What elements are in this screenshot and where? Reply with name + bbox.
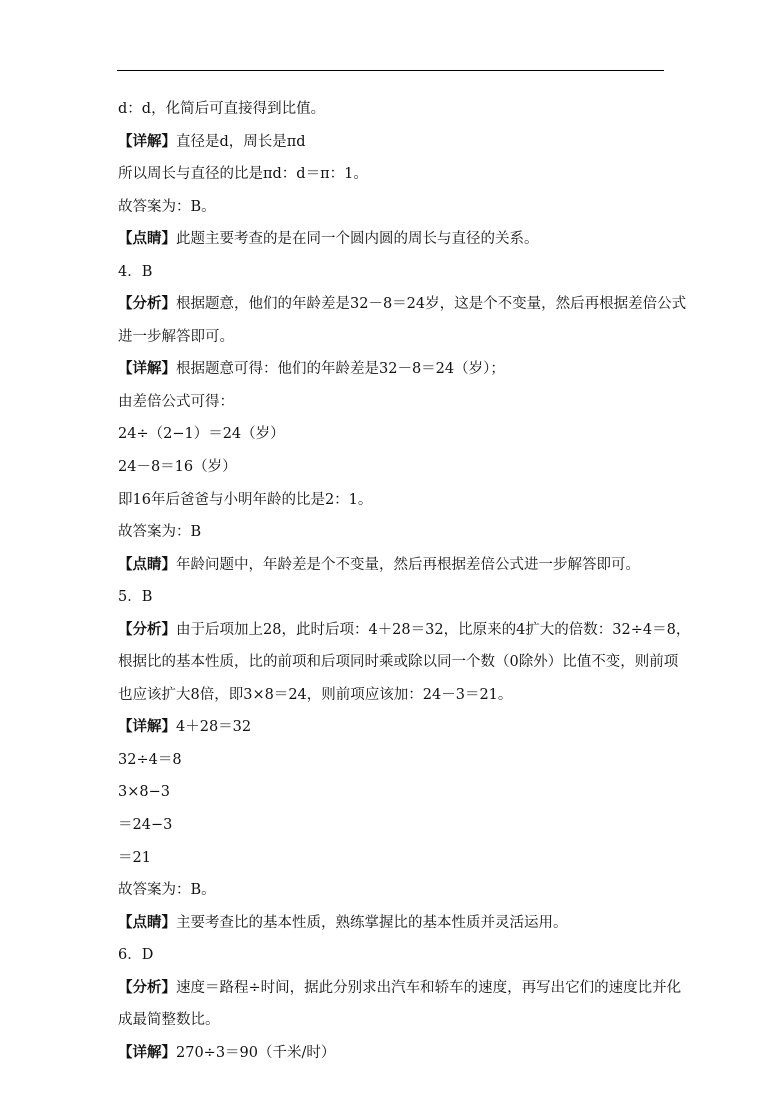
text-line bbox=[118, 423, 670, 456]
line-text: 4＋28＝32 bbox=[176, 719, 252, 736]
line-text: 主要考查比的基本性质，熟练掌握比的基本性质并灵活运用。 bbox=[176, 914, 568, 931]
section-tag: 【详解】 bbox=[118, 719, 176, 736]
text-line bbox=[118, 391, 670, 424]
text-line bbox=[118, 1042, 670, 1075]
line-text: ＝24−3 bbox=[118, 817, 173, 834]
text-line bbox=[118, 131, 670, 164]
line-text: d：d，化简后可直接得到比值。 bbox=[118, 101, 326, 117]
text-line bbox=[118, 879, 670, 912]
text-line bbox=[118, 912, 670, 945]
text-line bbox=[118, 489, 670, 522]
line-text: 也应该扩大8倍，即3×8＝24，则前项应该加：24－3＝21。 bbox=[118, 686, 513, 703]
line-text: ＝21 bbox=[118, 849, 151, 866]
section-tag: 【点睛】 bbox=[118, 914, 176, 931]
header-rule bbox=[117, 70, 664, 71]
line-text: 此题主要考查的是在同一个圆内圆的周长与直径的关系。 bbox=[176, 231, 539, 248]
text-line bbox=[118, 847, 670, 880]
line-text: 故答案为：B bbox=[118, 524, 202, 541]
text-line bbox=[118, 586, 670, 619]
text-line bbox=[118, 163, 670, 196]
text-line bbox=[118, 651, 679, 684]
text-line bbox=[118, 814, 670, 847]
line-text: 根据比的基本性质，比的前项和后项同时乘或除以同一个数（0除外）比值不变，则前项 bbox=[118, 654, 679, 671]
text-line bbox=[118, 521, 670, 554]
line-text: 5．B bbox=[118, 589, 153, 606]
line-text: 速度＝路程÷时间，据此分别求出汽车和轿车的速度，再写出它们的速度比并化 bbox=[176, 979, 682, 996]
text-line bbox=[118, 293, 687, 326]
line-text: 由差倍公式可得： bbox=[118, 393, 234, 410]
text-line bbox=[118, 749, 670, 782]
line-text: 故答案为：B。 bbox=[118, 882, 216, 899]
line-text: 4．B bbox=[118, 263, 153, 280]
line-text: 进一步解答即可。 bbox=[118, 328, 234, 345]
line-text: 年龄问题中，年龄差是个不变量，然后再根据差倍公式进一步解答即可。 bbox=[176, 556, 640, 573]
text-line bbox=[118, 326, 670, 359]
section-tag: 【详解】 bbox=[118, 1044, 176, 1061]
text-line bbox=[118, 358, 670, 391]
line-text: 根据题意，他们的年龄差是32－8＝24岁，这是个不变量，然后再根据差倍公式 bbox=[176, 296, 687, 313]
text-line bbox=[118, 781, 670, 814]
line-text: 直径是d，周长是πd bbox=[176, 133, 306, 150]
text-line bbox=[118, 261, 670, 294]
line-text: 24÷（2−1）＝24（岁） bbox=[118, 426, 285, 443]
section-tag: 【分析】 bbox=[118, 621, 176, 638]
text-line bbox=[118, 977, 682, 1010]
text-line bbox=[118, 944, 670, 977]
section-tag: 【分析】 bbox=[118, 979, 176, 996]
text-line bbox=[118, 684, 670, 717]
line-text: 24－8＝16（岁） bbox=[118, 459, 237, 476]
line-text: 即16年后爸爸与小明年龄的比是2：1。 bbox=[118, 491, 373, 508]
line-text: 32÷4＝8 bbox=[118, 751, 182, 768]
line-text: 成最简整数比。 bbox=[118, 1012, 220, 1029]
line-text: 270÷3＝90（千米/时） bbox=[176, 1044, 336, 1061]
text-line bbox=[118, 196, 670, 229]
text-line bbox=[118, 716, 670, 749]
text-line bbox=[118, 98, 670, 131]
text-line bbox=[118, 619, 691, 652]
section-tag: 【详解】 bbox=[118, 133, 176, 150]
line-text: 根据题意可得：他们的年龄差是32－8＝24（岁）； bbox=[176, 361, 505, 378]
line-text: 所以周长与直径的比是πd：d＝π：1。 bbox=[118, 166, 368, 183]
line-text: 6．D bbox=[118, 947, 154, 964]
line-text: 故答案为：B。 bbox=[118, 198, 216, 215]
line-text: 由于后项加上28，此时后项：4＋28＝32，比原来的4扩大的倍数：32÷4＝8， bbox=[176, 621, 691, 638]
section-tag: 【点睛】 bbox=[118, 231, 176, 248]
section-tag: 【分析】 bbox=[118, 296, 176, 313]
text-line bbox=[118, 1009, 670, 1042]
text-line bbox=[118, 456, 670, 489]
answer-text bbox=[118, 98, 691, 1074]
text-line bbox=[118, 228, 670, 261]
text-line bbox=[118, 554, 670, 587]
line-text: 3×8−3 bbox=[118, 784, 170, 801]
section-tag: 【点睛】 bbox=[118, 556, 176, 573]
section-tag: 【详解】 bbox=[118, 361, 176, 378]
